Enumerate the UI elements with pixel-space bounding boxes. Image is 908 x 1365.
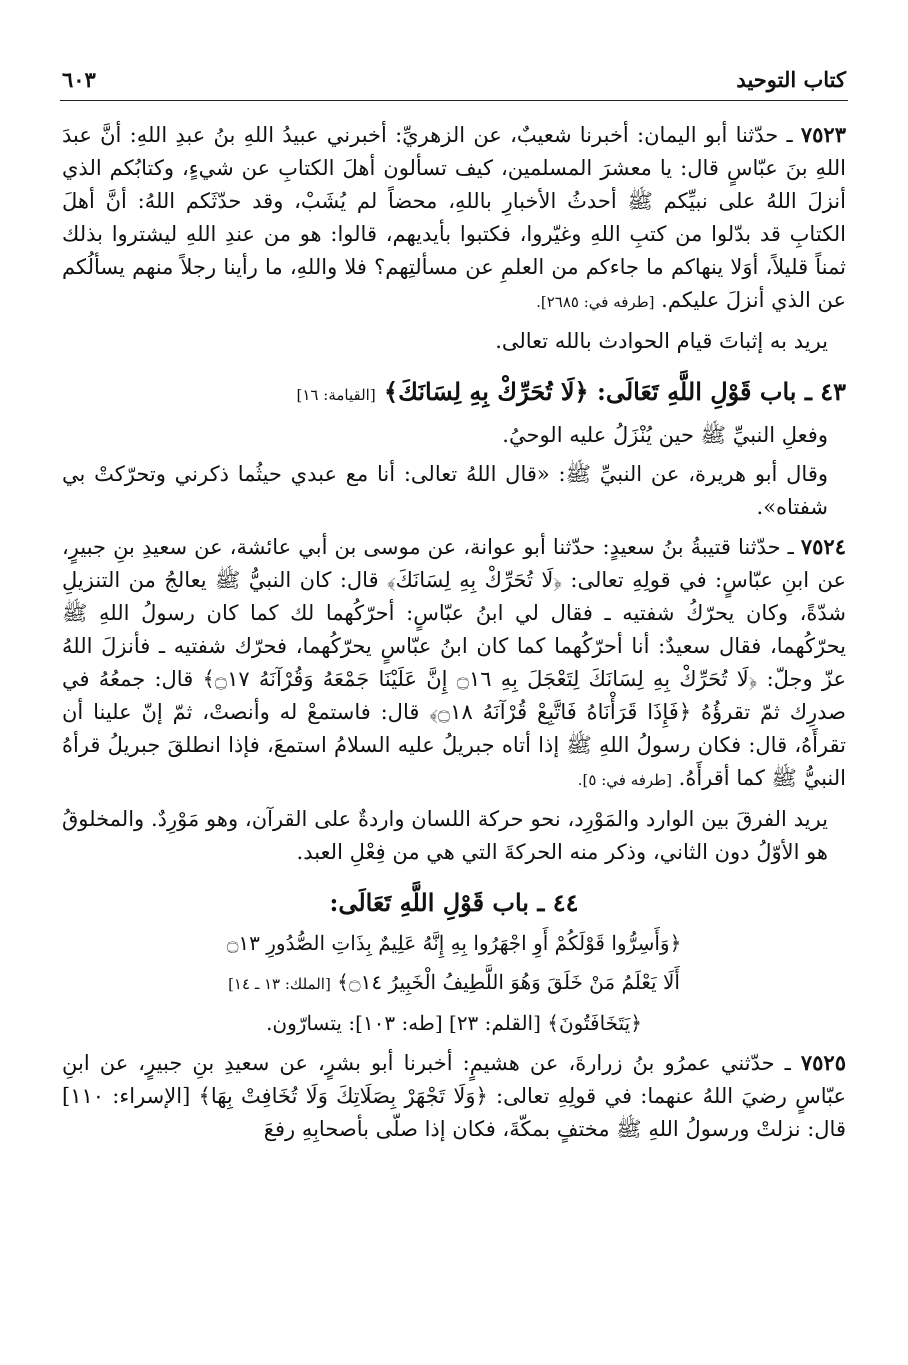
hadith-7524 [62, 530, 846, 797]
chapter-heading-43 [62, 374, 846, 413]
chapter-text: ﴿يَتَخَافَتُونَ﴾ [القلم: ٢٣] [طه: ١٠٣]: يتسارّون. [266, 1011, 642, 1035]
cross-reference: [طرفه في: ٥]. [577, 771, 672, 789]
hadith-7525 [62, 1046, 846, 1146]
book-title: كتاب التوحيد [736, 67, 846, 92]
hadith-number: ٧٥٢٤ [800, 534, 846, 559]
quran-reference: [القيامة: ١٦] [296, 386, 376, 404]
chapter-heading-44 [62, 885, 846, 921]
cross-reference: [طرفه في: ٢٦٨٥]. [536, 293, 655, 311]
hadith-text: ـ حدّثنا قتيبةُ بنُ سعيدٍ: حدّثنا أبو عوانة، عن موسى بن أبي عائشة، عن سعيدِ بنِ جبيرٍ، عن ابنِ عبّاسٍ: في قولِهِ تعالى: ﴿لَا تُحَرِّكْ بِهِ لِسَانَكَ﴾ قال: كان النبيُّ ﷺ يعالجُ من التنزيلِ شدّةً، وكان يحرّكُ شفتيه ـ فقال لي ابنُ عبّاسٍ: أحرّكُهما لك كما كان رسولُ اللهِ ﷺ يحرّكُهما، فقال سعيدٌ: أنا أحرّكُهما كما كان ابنُ عبّاسٍ يحرّكُهما، فحرّك شفتيه ـ فأنزلَ اللهُ عزّ وجلّ: ﴿لَا تُحَرِّكْ بِهِ لِسَانَكَ لِتَعْجَلَ بِهِ ۝١٦ إِنَّ عَلَيْنَا جَمْعَهُ وَقُرْآنَهُ ۝١٧﴾ قال: جمعُهُ في صدرِك ثمّ تقرؤُهُ ﴿فَإِذَا قَرَأْنَاهُ فَاتَّبِعْ قُرْآنَهُ ۝١٨﴾ قال: فاستمعْ له وأنصتْ، ثمّ إنّ علينا أن تقرأَهُ، قال: فكان رسولُ اللهِ ﷺ إذا أتاه جبريلُ عليه السلامُ استمعَ، فإذا انطلقَ جبريلُ قرأهُ النبيُّ ﷺ كما أقرأَهُ. [62, 535, 847, 790]
commentary: يريد به إثباتَ قيام الحوادث بالله تعالى. [495, 329, 828, 353]
page-header [62, 62, 846, 92]
page-number: ٦٠٣ [62, 67, 96, 92]
hadith-text: ـ حدّثني عمرُو بنُ زرارةَ، عن هشيمٍ: أخبرنا أبو بشرٍ، عن سعيدِ بنِ جبيرٍ، عن ابنِ عبّاسٍ رضيَ اللهُ عنهما: في قولِهِ تعالى: ﴿وَلَا تَجْهَرْ بِصَلَاتِكَ وَلَا تُخَافِتْ بِهَا﴾ [الإسراء: ١١٠] قال: نزلتْ ورسولُ اللهِ ﷺ مختفٍ بمكّةَ، فكان إذا صلّى بأصحابِهِ رفعَ [62, 1051, 846, 1141]
chapter-text: وقال أبو هريرة، عن النبيِّ ﷺ: «قال اللهُ تعالى: أنا مع عبدي حيثُما ذكرني وتحرّكتْ بي شفتاه». [62, 462, 828, 519]
page-body [62, 118, 846, 1345]
header-divider [60, 100, 848, 101]
quran-verse: ﴿وَأَسِرُّوا قَوْلَكُمْ أَوِ اجْهَرُوا بِهِ إِنَّهُ عَلِيمٌ بِذَاتِ الصُّدُورِ ۝١٣ [226, 931, 682, 955]
hadith-number: ٧٥٢٥ [800, 1050, 846, 1075]
chapter-title: ٤٤ ـ باب قَوْلِ اللَّهِ تَعَالَى: [329, 888, 579, 917]
hadith-text: ـ حدّثنا أبو اليمان: أخبرنا شعيبٌ، عن الزهريِّ: أخبرني عبيدُ اللهِ بنُ عبدِ اللهِ: أنَّ عبدَ اللهِ بنَ عبّاسٍ قال: يا معشرَ المسلمين، كيف تسألون أهلَ الكتابِ عن شيءٍ، وكتابُكم الذي أنزلَ اللهُ على نبيِّكم ﷺ أحدثُ الأخبارِ باللهِ، محضاً لم يُشَبْ، وقد حدّثَكم اللهُ: أنَّ أهلَ الكتابِ قد بدّلوا من كتبِ اللهِ وغيّروا، فكتبوا بأيديهم، قالوا: هو من عندِ اللهِ ليشتروا بذلك ثمناً قليلاً، أوَلا ينهاكم ما جاءكم من العلمِ عن مسألتِهم؟ فلا واللهِ، ما رأينا رجلاً منهم يسألُكم عن الذي أنزلَ عليكم. [62, 123, 846, 312]
chapter-title: ٤٣ ـ باب قَوْلِ اللَّهِ تَعَالَى: ﴿لَا تُحَرِّكْ بِهِ لِسَانَكَ﴾ [384, 377, 846, 406]
hadith-number: ٧٥٢٣ [800, 122, 846, 147]
quran-verse [62, 966, 846, 1001]
quran-reference: [الملك: ١٣ ـ ١٤] [228, 975, 331, 993]
commentary: يريد الفرقَ بين الوارد والمَوْرِد، نحو حركة اللسان واردةٌ على القرآن، وهو مَوْرِدٌ. والمخلوقُ هو الأوّلُ دون الثاني، وذكر منه الحركةَ التي هي من فِعْلِ العبد. [62, 807, 828, 864]
quran-verse-text: أَلَا يَعْلَمُ مَنْ خَلَقَ وَهُوَ اللَّطِيفُ الْخَبِيرُ ۝١٤﴾ [337, 970, 680, 994]
hadith-7523 [62, 118, 846, 319]
chapter-text: وفعلِ النبيِّ ﷺ حين يُنْزَلُ عليه الوحيُ. [502, 423, 828, 447]
